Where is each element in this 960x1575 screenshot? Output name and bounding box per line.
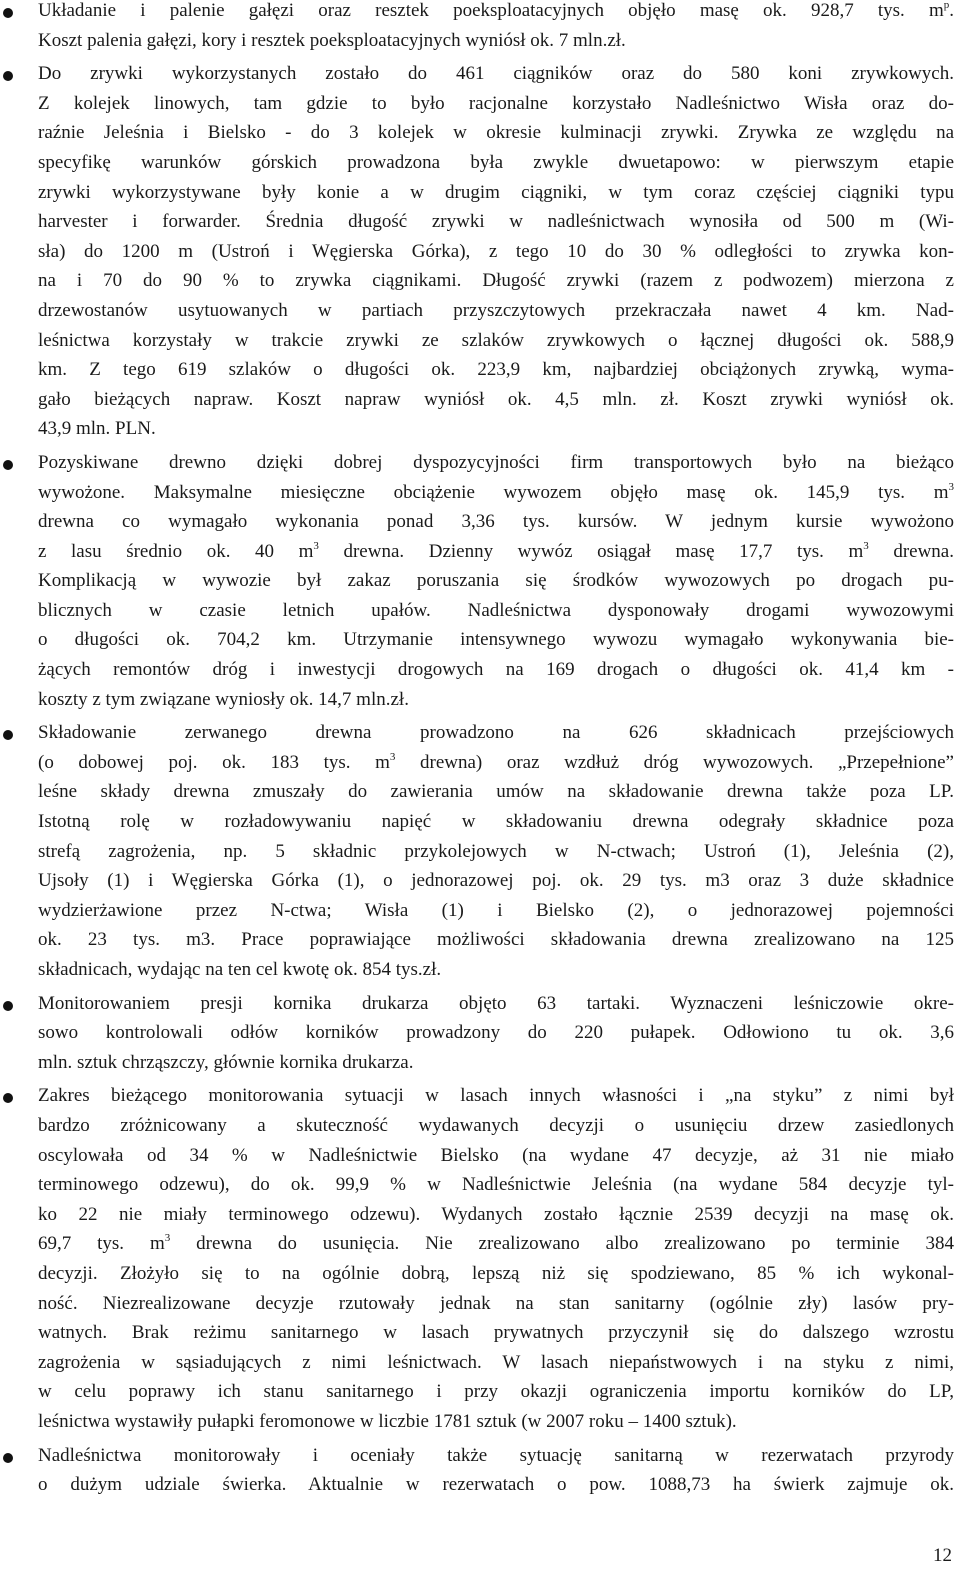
text-run: mln. sztuk chrząszczy, głównie kornika drukarza. — [38, 1051, 414, 1073]
superscript: 3 — [389, 750, 396, 763]
text-run: leśnictwa korzystały w trakcie zrywki ze szlaków zrywkowych o łącznej długości ok. 588,9 — [38, 329, 954, 351]
text-run: na i 70 do 90 % to zrywka ciągnikami. Długość zrywki (razem z podwozem) mierzona z — [38, 270, 954, 292]
text-line — [38, 385, 954, 415]
bullet-item — [0, 1081, 960, 1436]
text-line — [38, 1018, 954, 1048]
text-line — [38, 326, 954, 356]
text-run: oscylowała od 34 % w Nadleśnictwie Bielsko (na wydane 47 decyzje, aż 31 nie miało — [38, 1144, 954, 1166]
text-line — [38, 207, 954, 237]
text-run: harvester i forwarder. Średnia długość zrywki w nadleśnictwach wynosiła od 500 m (Wi- — [38, 211, 954, 233]
text-run: w celu poprawy ich stanu sanitarnego i przy okazji ograniczenia importu korników do LP, — [38, 1381, 954, 1403]
text-run: Komplikacją w wywozie był zakaz poruszania się środków wywozowych po drogach pu- — [38, 570, 954, 592]
text-line — [38, 685, 954, 715]
text-line — [38, 1318, 954, 1348]
text-run: Istotną rolę w rozładowywaniu napięć w składowaniu drewna odegrały składnice poza — [38, 811, 954, 833]
text-line — [38, 1407, 954, 1437]
text-line — [38, 89, 954, 119]
text-run: o dużym udziale świerka. Aktualnie w rezerwatach o pow. 1088,73 ha świerk zajmuje ok. — [38, 1474, 954, 1496]
text-run: Ujsoły (1) i Węgierska Górka (1), o jednorazowej poj. ok. 29 tys. m3 oraz 3 duże składnice — [38, 870, 954, 892]
text-run: strefą zagrożenia, np. 5 składnic przykolejowych w N-ctwach; Ustroń (1), Jeleśnia (2), — [38, 840, 954, 862]
text-run: . — [949, 0, 954, 21]
text-line — [38, 59, 954, 89]
text-run: zagrożenia w sąsiadujących z nimi leśnictwach. W lasach niepaństwowych i na styku z nimi, — [38, 1351, 954, 1373]
text-line — [38, 414, 954, 444]
text-line — [38, 1048, 954, 1078]
text-run: blicznych w czasie letnich upałów. Nadleśnictwa dysponowały drogami wywozowymi — [38, 599, 954, 621]
text-line — [38, 266, 954, 296]
text-line — [38, 0, 954, 26]
superscript: 3 — [863, 539, 869, 552]
text-run: (o dobowej poj. ok. 183 tys. m — [38, 751, 390, 773]
text-run: Pozyskiwane drewno dzięki dobrej dyspozycyjności firm transportowych było na bieżąco — [38, 451, 954, 473]
superscript: p — [943, 0, 950, 11]
text-run: ność. Niezrealizowane decyzje rzutowały jednak na stan sanitarny (ogólnie zły) lasów pry- — [38, 1292, 954, 1314]
bullet-item — [0, 0, 960, 55]
bullet-dot-icon — [3, 1453, 13, 1463]
text-run: gało bieżących napraw. Koszt napraw wyniósł ok. 4,5 mln. zł. Koszt zrywki wyniósł ok. — [38, 388, 954, 410]
text-run: Nadleśnictwa monitorowały i oceniały także sytuację sanitarną w rezerwatach przyrody — [38, 1444, 954, 1466]
text-run: drewna. Dzienny wywóz osiągał masę 17,7 tys. m — [318, 540, 864, 562]
text-run: leśnictwa wystawiły pułapki feromonowe w liczbie 1781 sztuk (w 2007 roku – 1400 sztuk). — [38, 1410, 737, 1432]
text-line — [38, 748, 954, 778]
text-line — [38, 1170, 954, 1200]
text-run: terminowego odzewu), do ok. 99,9 % w Nadleśnictwie Jeleśnia (na wydane 584 decyzje tyl- — [38, 1174, 954, 1196]
text-line — [38, 566, 954, 596]
bullet-dot-icon — [3, 8, 13, 18]
text-line — [38, 478, 954, 508]
text-run: sła) do 1200 m (Ustroń i Węgierska Górka), z tego 10 do 30 % odległości to zrywka kon- — [38, 240, 954, 262]
text-run: km. Z tego 619 szlaków o długości ok. 223,9 km, najbardziej obciążonych zrywką, wyma- — [38, 359, 954, 381]
text-run: Składowanie zerwanego drewna prowadzono na 626 składnicach przejściowych — [38, 722, 954, 744]
bullet-dot-icon — [3, 71, 13, 81]
text-run: drewna do usunięcia. Nie zrealizowano albo zrealizowano po terminie 384 — [170, 1233, 955, 1255]
bullet-dot-icon — [3, 730, 13, 740]
text-line — [38, 148, 954, 178]
text-line — [38, 718, 954, 748]
superscript: 3 — [313, 539, 319, 552]
text-line — [38, 866, 954, 896]
text-line — [38, 896, 954, 926]
bullet-item — [0, 448, 960, 714]
text-run: specyfikę warunków górskich prowadzona była zwykle dwuetapowo: w pierwszym etapie — [38, 151, 954, 173]
text-line — [38, 925, 954, 955]
bullet-item — [0, 59, 960, 444]
text-run: decyzji. Złożyło się to na ogólnie dobrą, lepszą niż się spodziewano, 85 % ich wykonal- — [38, 1262, 954, 1284]
text-run: zrywki wykorzystywane były konie a w drugim ciągniki, w tym coraz częściej ciągniki typu — [38, 181, 954, 203]
text-run: leśne składy drewna zmuszały do zawierania umów na składowanie drewna także poza LP. — [38, 781, 954, 803]
text-line — [38, 1141, 954, 1171]
text-line — [38, 537, 954, 567]
bullet-dot-icon — [3, 1093, 13, 1103]
superscript: 3 — [948, 480, 954, 493]
text-line — [38, 26, 954, 56]
bullet-item — [0, 1441, 960, 1500]
text-run: wydzierżawione przez N-ctwa; Wisła (1) i Bielsko (2), o jednorazowej pojemności — [38, 899, 954, 921]
page-number: 12 — [933, 1545, 952, 1566]
text-line — [38, 1289, 954, 1319]
text-line — [38, 837, 954, 867]
text-run: drewna. — [868, 540, 954, 562]
text-run: żących remontów dróg i inwestycji drogowych na 169 drogach o długości ok. 41,4 km - — [38, 659, 954, 681]
bullet-dot-icon — [3, 460, 13, 470]
text-run: Koszt palenia gałęzi, kory i resztek poeksploatacyjnych wyniósł ok. 7 mln.zł. — [38, 29, 626, 51]
text-run: Z kolejek linowych, tam gdzie to było racjonalne korzystało Nadleśnictwo Wisła oraz do- — [38, 92, 954, 114]
text-run: z lasu średnio ok. 40 m — [38, 540, 314, 562]
bullet-item — [0, 718, 960, 984]
text-run: drzewostanów usytuowanych w partiach przyszczytowych przekraczała nawet 4 km. Nad- — [38, 299, 954, 321]
text-line — [38, 448, 954, 478]
text-line — [38, 655, 954, 685]
bullet-item — [0, 989, 960, 1078]
text-run: Do zrywki wykorzystanych zostało do 461 ciągników oraz do 580 koni zrywkowych. — [38, 63, 954, 85]
bullet-dot-icon — [3, 1001, 13, 1011]
superscript: 3 — [164, 1232, 171, 1245]
text-line — [38, 1259, 954, 1289]
text-run: 43,9 mln. PLN. — [38, 418, 156, 440]
text-line — [38, 1200, 954, 1230]
text-line — [38, 777, 954, 807]
text-line — [38, 355, 954, 385]
text-run: watnych. Brak reżimu sanitarnego w lasach prywatnych przyczynił się do dalszego wzrostu — [38, 1322, 954, 1344]
text-run: bardzo zróżnicowany a skuteczność wydawanych decyzji o usunięciu drzew zasiedlonych — [38, 1114, 954, 1136]
text-line — [38, 1470, 954, 1500]
text-run: o długości ok. 704,2 km. Utrzymanie intensywnego wywozu wymagało wykonywania bie- — [38, 629, 954, 651]
text-line — [38, 1081, 954, 1111]
text-line — [38, 955, 954, 985]
text-run: Układanie i palenie gałęzi oraz resztek poeksploatacyjnych objęło masę ok. 928,7 tys. m — [38, 0, 944, 21]
text-run: drewna) oraz wzdłuż dróg wywozowych. „Przepełnione” — [395, 751, 954, 773]
text-line — [38, 1348, 954, 1378]
text-run: koszty z tym związane wyniosły ok. 14,7 mln.zł. — [38, 688, 409, 710]
text-line — [38, 178, 954, 208]
text-run: sowo kontrolowali odłów korników prowadzony do 220 pułapek. Odłowiono tu ok. 3,6 — [38, 1022, 954, 1044]
text-run: składnicach, wydając na ten cel kwotę ok. 854 tys.zł. — [38, 959, 442, 980]
text-run: ok. 23 tys. m3. Prace poprawiające możliwości składowania drewna zrealizowano na 125 — [38, 929, 954, 951]
text-run: wywożone. Maksymalne miesięczne obciążenie wywozem objęło masę ok. 145,9 tys. m — [38, 481, 949, 503]
text-line — [38, 989, 954, 1019]
text-line — [38, 1441, 954, 1471]
text-run: ko 22 nie miały terminowego odzewu). Wydanych zostało łącznie 2539 decyzji na masę ok. — [38, 1203, 954, 1225]
text-run: 69,7 tys. m — [38, 1233, 165, 1255]
text-line — [38, 507, 954, 537]
text-line — [38, 118, 954, 148]
text-line — [38, 237, 954, 267]
text-run: Zakres bieżącego monitorowania sytuacji w lasach innych własności i „na styku” z nimi był — [38, 1085, 954, 1107]
text-line — [38, 1377, 954, 1407]
text-line — [38, 596, 954, 626]
text-line — [38, 807, 954, 837]
text-line — [38, 296, 954, 326]
text-line — [38, 1111, 954, 1141]
text-run: Monitorowaniem presji kornika drukarza objęto 63 tartaki. Wyznaczeni leśniczowie okre- — [38, 992, 954, 1014]
text-line — [38, 1229, 954, 1259]
text-line — [38, 625, 954, 655]
text-run: drewna co wymagało wykonania ponad 3,36 tys. kursów. W jednym kursie wywożono — [38, 511, 954, 533]
text-run: raźnie Jeleśnia i Bielsko - do 3 kolejek w okresie kulminacji zrywki. Zrywka ze względu na — [38, 122, 954, 144]
